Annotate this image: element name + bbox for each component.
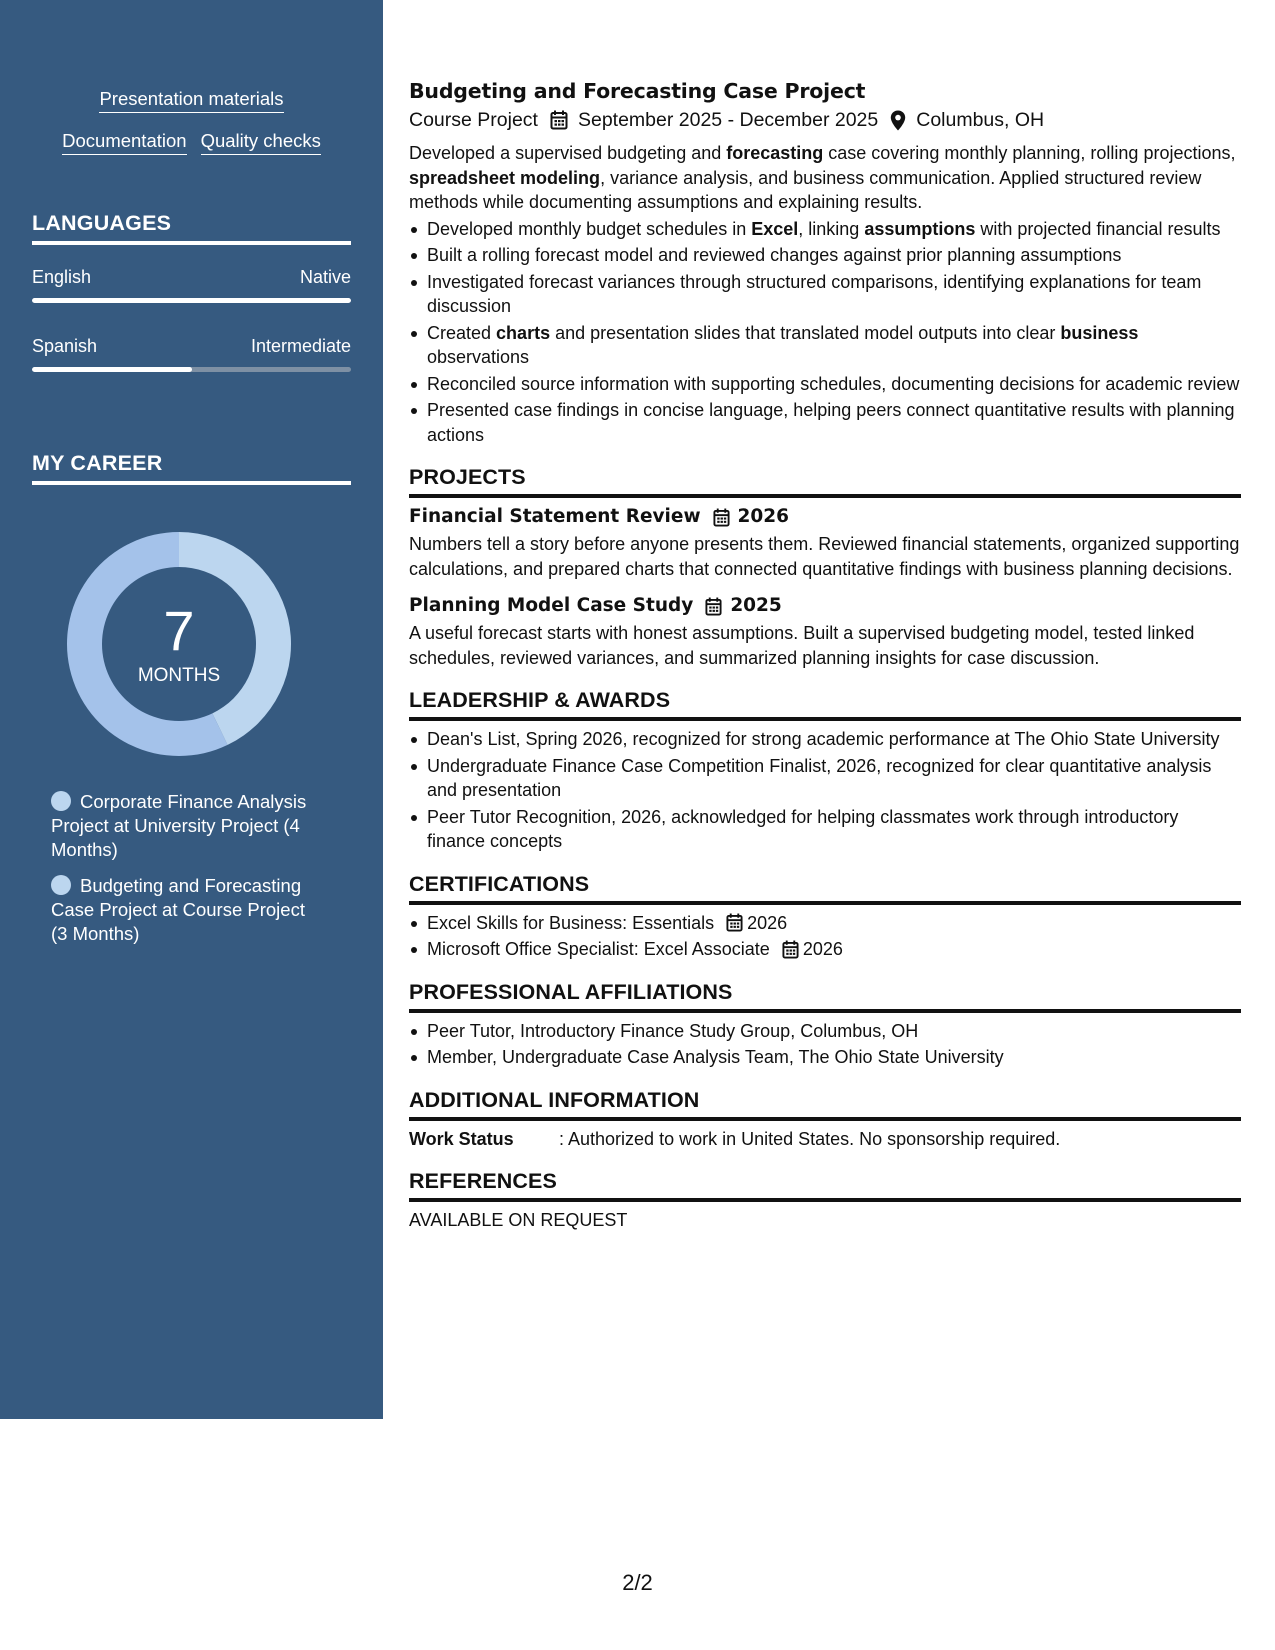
summary-text: case covering monthly planning, rolling projections,	[823, 143, 1236, 163]
link-documentation[interactable]: Documentation	[62, 130, 186, 155]
additional-heading: ADDITIONAL INFORMATION	[409, 1086, 1241, 1121]
summary-keyword: forecasting	[726, 143, 824, 163]
work-status-value: : Authorized to work in United States. No sponsorship required.	[559, 1128, 1061, 1149]
work-status-row	[409, 1127, 1241, 1152]
project-title: Financial Statement Review	[409, 506, 701, 527]
experience-bullet: Investigated forecast variances through structured comparisons, identifying explanations for team discussion	[409, 270, 1241, 319]
career-total-number: 7	[163, 599, 195, 662]
language-level-fill	[32, 367, 192, 372]
map-pin-icon	[890, 110, 906, 131]
bullet-keyword: Excel	[751, 218, 799, 239]
certification-year: 2026	[802, 939, 843, 959]
certification-item	[409, 911, 1241, 936]
work-status-label: Work Status	[409, 1128, 514, 1149]
certification-year: 2026	[747, 912, 788, 933]
bullet-text: , linking	[798, 218, 865, 239]
affiliations-list	[409, 1019, 1241, 1070]
project-year: 2026	[737, 506, 790, 527]
languages-heading: LANGUAGES	[32, 211, 351, 245]
career-legend-item	[51, 790, 326, 862]
project-title-row	[409, 504, 1241, 530]
legend-dot-icon	[51, 791, 71, 811]
career-heading: MY CAREER	[32, 451, 351, 485]
leadership-list	[409, 727, 1241, 854]
project-title: Planning Model Case Study	[409, 595, 694, 616]
experience-bullet: Built a rolling forecast model and reviewed changes against prior planning assumptions	[409, 243, 1241, 268]
language-name: English	[32, 267, 92, 287]
calendar-icon	[782, 940, 799, 959]
experience-title: Budgeting and Forecasting Case Project	[409, 79, 866, 103]
experience-bullet	[409, 217, 1241, 242]
certification-item	[409, 937, 1241, 962]
project-year: 2025	[730, 595, 782, 616]
experience-bullet	[409, 321, 1241, 370]
experience-bullet: Presented case findings in concise language, helping peers connect quantitative results with planning actions	[409, 398, 1241, 447]
experience-bullets	[409, 217, 1241, 448]
references-heading: REFERENCES	[409, 1167, 1241, 1202]
language-item-english	[32, 267, 351, 303]
certifications-heading: CERTIFICATIONS	[409, 870, 1241, 905]
career-donut-chart	[66, 531, 292, 757]
page-number: 2/2	[622, 1570, 653, 1595]
calendar-icon	[726, 913, 743, 932]
experience-bullet: Reconciled source information with supporting schedules, documenting decisions for academic review	[409, 372, 1241, 397]
language-name: Spanish	[32, 336, 98, 356]
leadership-heading: LEADERSHIP & AWARDS	[409, 686, 1241, 721]
main-content	[409, 77, 1241, 1233]
sidebar-links	[0, 88, 383, 172]
experience-location: Columbus, OH	[916, 109, 1045, 131]
bullet-keyword: business	[1060, 322, 1139, 343]
leadership-item: Undergraduate Finance Case Competition Finalist, 2026, recognized for clear quantitative analysis and presentation	[409, 754, 1241, 803]
projects-heading: PROJECTS	[409, 463, 1241, 498]
calendar-icon	[705, 597, 722, 616]
experience-dates: September 2025 - December 2025	[577, 109, 879, 131]
language-level: Intermediate	[250, 336, 351, 356]
certifications-list	[409, 911, 1241, 962]
leadership-item: Peer Tutor Recognition, 2026, acknowledged for helping classmates work through introductory finance concepts	[409, 805, 1241, 854]
bullet-text: with projected financial results	[975, 218, 1221, 239]
affiliations-heading: PROFESSIONAL AFFILIATIONS	[409, 978, 1241, 1013]
affiliation-item: Member, Undergraduate Case Analysis Team, The Ohio State University	[409, 1045, 1241, 1070]
bullet-text: and presentation slides that translated model outputs into clear	[550, 322, 1061, 343]
affiliation-item: Peer Tutor, Introductory Finance Study Group, Columbus, OH	[409, 1019, 1241, 1044]
summary-text: Developed a supervised budgeting and	[409, 143, 727, 163]
career-legend-text: Budgeting and Forecasting Case Project at Course Project (3 Months)	[51, 875, 305, 944]
project-description: Numbers tell a story before anyone presents them. Reviewed financial statements, organized supporting calculations, and prepared charts that connected quantitative findings with business planning decisions.	[409, 534, 1240, 579]
language-level: Native	[299, 267, 351, 287]
link-quality-checks[interactable]: Quality checks	[201, 130, 321, 155]
calendar-icon	[713, 508, 730, 527]
career-legend	[51, 790, 326, 958]
language-level-fill	[32, 298, 351, 303]
language-level-bar	[32, 298, 351, 303]
career-total-unit: MONTHS	[137, 665, 221, 686]
legend-dot-icon	[51, 875, 71, 895]
language-item-spanish	[32, 336, 351, 372]
language-level-bar	[32, 367, 351, 372]
certification-name: Microsoft Office Specialist: Excel Associate	[427, 939, 770, 959]
bullet-text: Created	[427, 322, 497, 343]
career-legend-item	[51, 874, 326, 946]
calendar-icon	[550, 110, 568, 130]
bullet-text: observations	[427, 347, 530, 367]
career-legend-text: Corporate Finance Analysis Project at University Project (4 Months)	[51, 791, 307, 860]
link-presentation-materials[interactable]: Presentation materials	[99, 88, 283, 113]
project-title-row	[409, 593, 1241, 619]
bullet-keyword: charts	[496, 322, 551, 343]
experience-org: Course Project	[409, 109, 538, 131]
experience-summary	[409, 141, 1241, 215]
certification-name: Excel Skills for Business: Essentials	[427, 912, 715, 933]
summary-keyword: spreadsheet modeling	[409, 167, 601, 188]
references-text: AVAILABLE ON REQUEST	[409, 1210, 628, 1230]
project-description: A useful forecast starts with honest assumptions. Built a supervised budgeting model, tested linked schedules, reviewed variances, and summarized planning insights for case discussion.	[409, 623, 1195, 668]
sidebar	[0, 0, 383, 1419]
summary-text: , variance analysis, and business communication. Applied structured review methods while documenting assumptions and explaining results.	[409, 167, 1202, 212]
leadership-item: Dean's List, Spring 2026, recognized for strong academic performance at The Ohio State University	[409, 727, 1241, 752]
bullet-text: Developed monthly budget schedules in	[427, 218, 752, 239]
experience-meta	[409, 105, 1241, 135]
bullet-keyword: assumptions	[864, 218, 976, 239]
